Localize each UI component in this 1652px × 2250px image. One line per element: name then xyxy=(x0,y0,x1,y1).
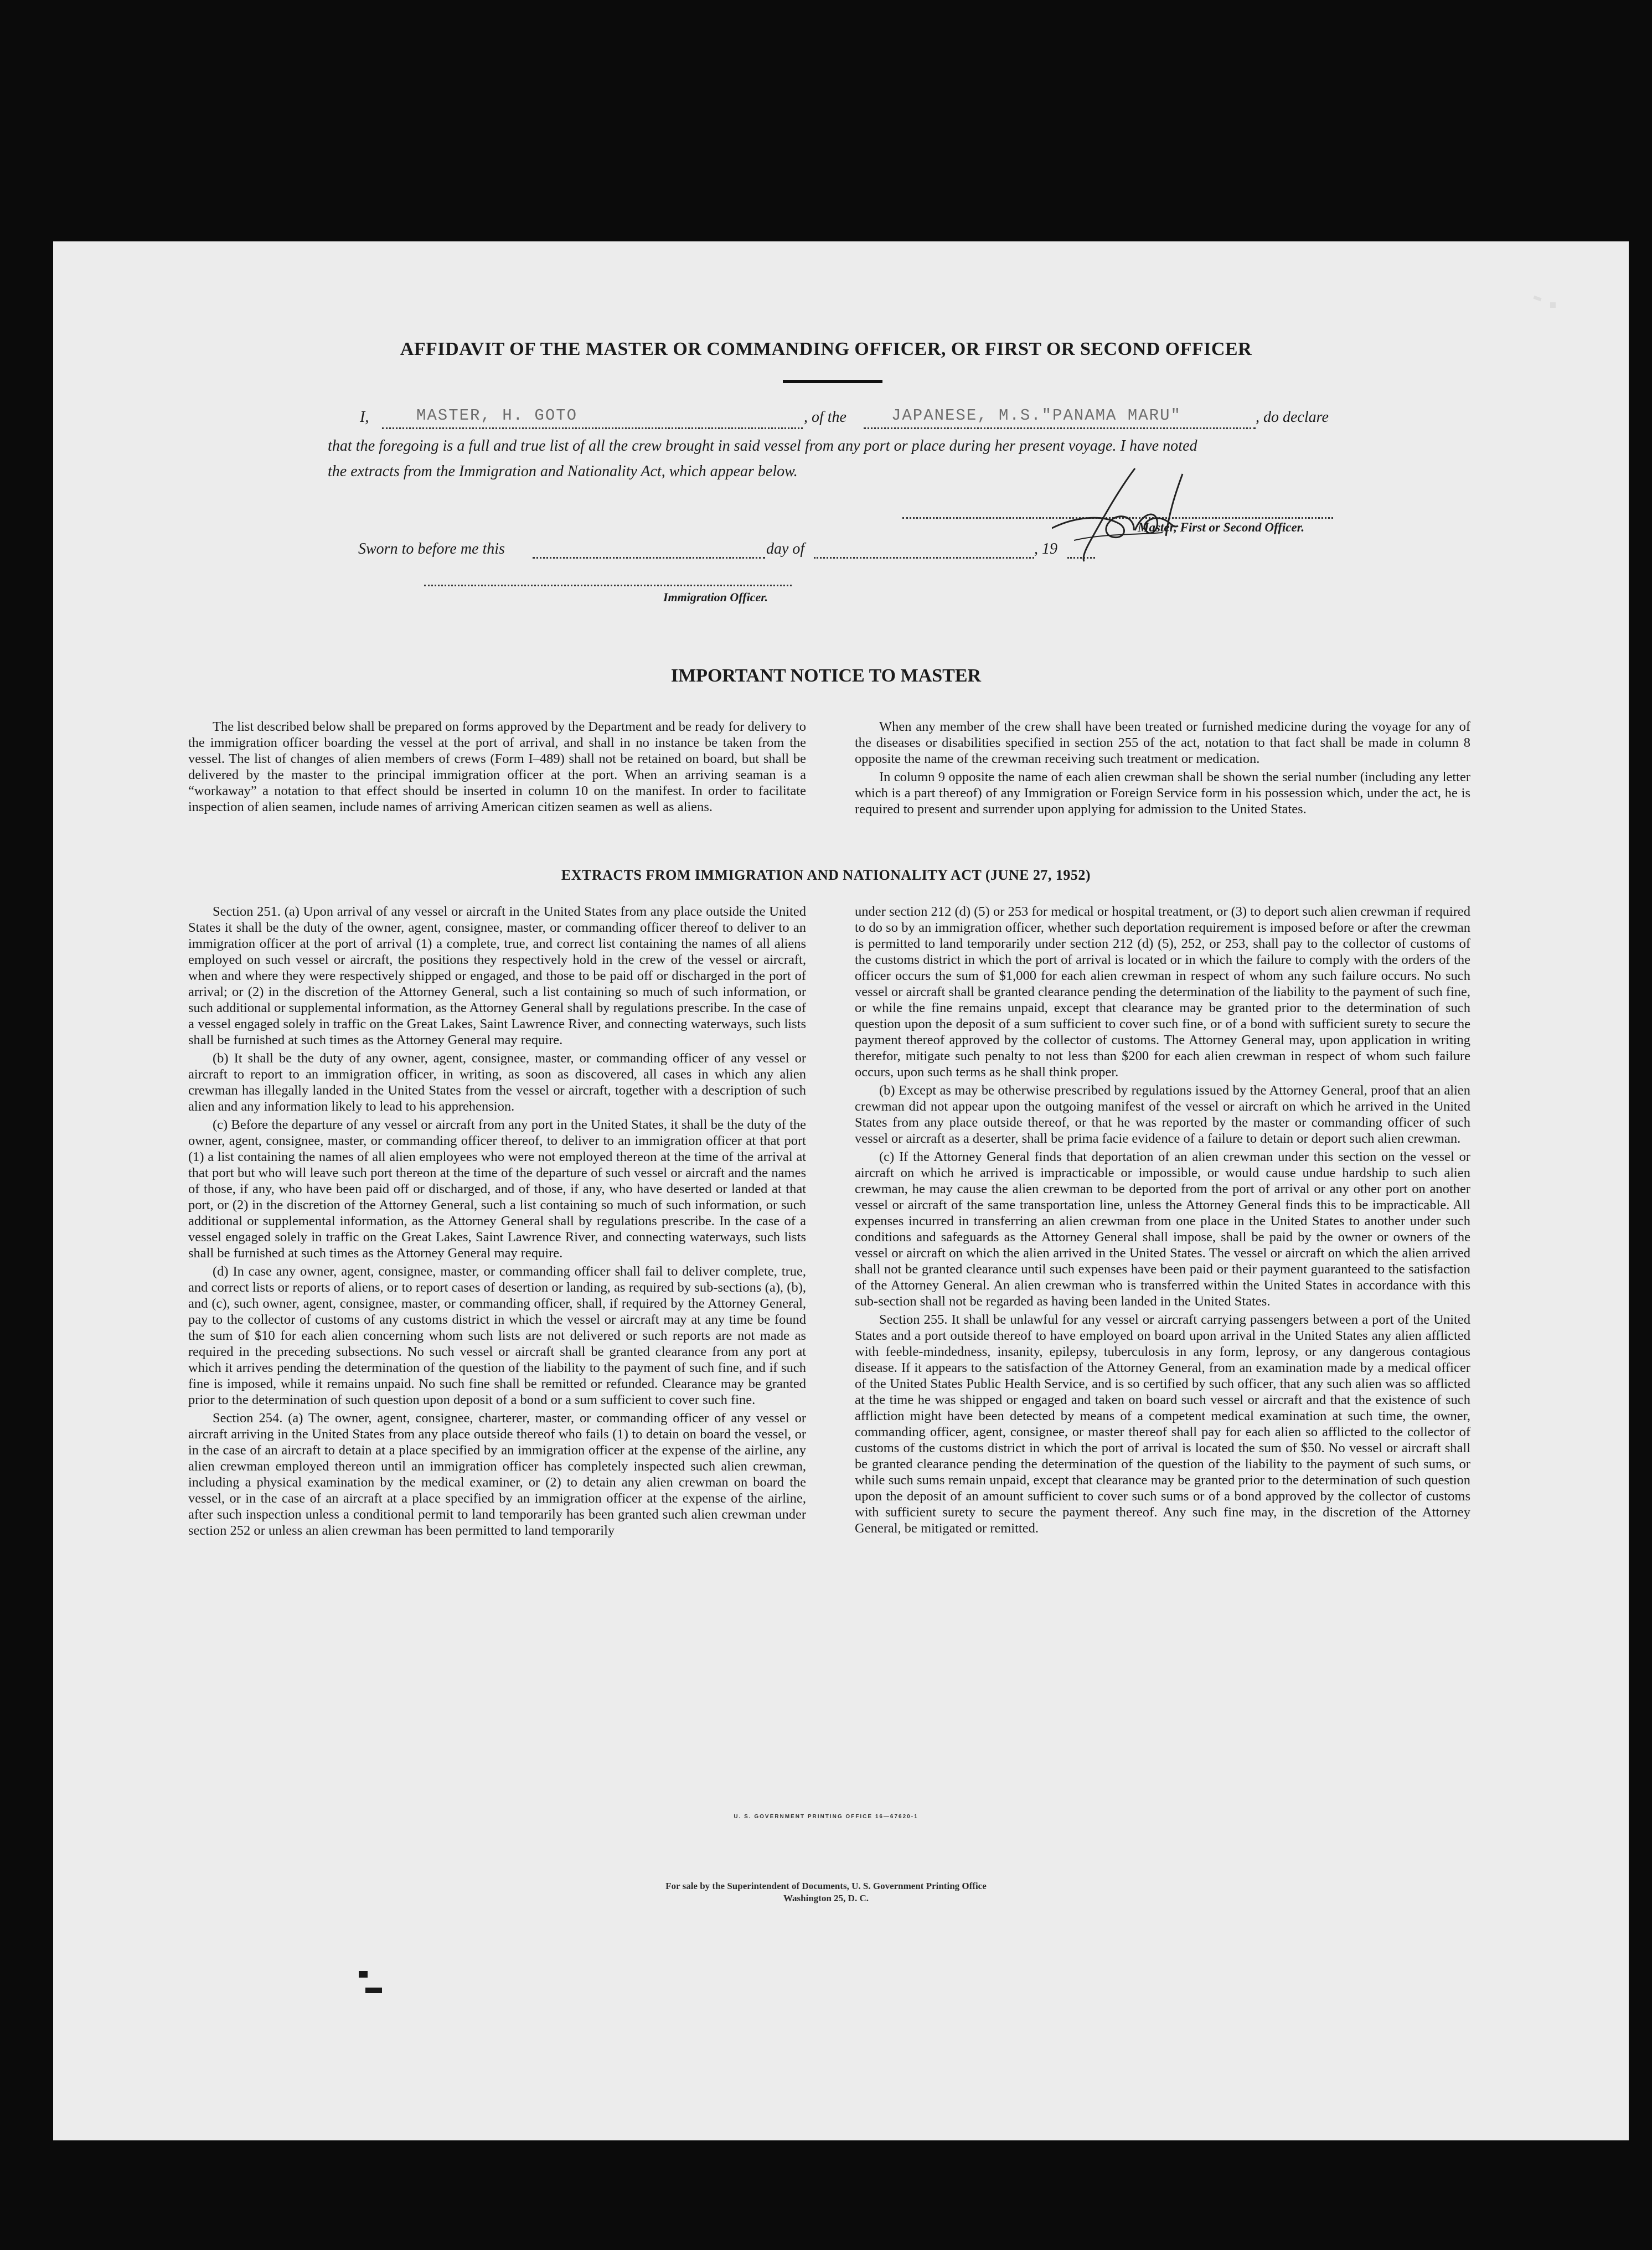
section-251-b: (b) It shall be the duty of any owner, agent, consignee, master, or commanding officer of any vessel or aircraft to report to an immigration officer, in writing, as soon as discovered, all cases in which any alien crewman has illegally landed in the United States from the vessel or aircraft, together with a description of such alien and any information likely to lead to his apprehension. xyxy=(188,1051,806,1114)
sworn-month-field xyxy=(814,540,1034,559)
notice-title: IMPORTANT NOTICE TO MASTER xyxy=(670,665,982,686)
notice-right-column xyxy=(855,719,1470,819)
sworn-label: Sworn to before me this xyxy=(358,540,505,558)
notice-paragraph: In column 9 opposite the name of each alien crewman shall be shown the serial number (including any letter which is a part thereof) of any Immigration or Foreign Service form in his possession which, under the act, he is required to present and surrender upon applying for admission to the United States. xyxy=(855,770,1470,817)
document-title: AFFIDAVIT OF THE MASTER OR COMMANDING OFFICER, OR FIRST OR SECOND OFFICER xyxy=(400,339,1252,359)
day-of-label: day of xyxy=(766,540,805,558)
declaration-line-2: that the foregoing is a full and true list of all the crew brought in said vessel from any port or place during her present voyage. I have noted xyxy=(328,437,1197,455)
sworn-day-field xyxy=(533,540,765,559)
section-254-a: Section 254. (a) The owner, agent, consignee, charterer, master, or commanding officer of any vessel or aircraft arriving in the United States from any place outside thereof who fails (1) to detain on board the vessel, or in the case of an aircraft to detain at a place specified by an immigration officer at the expense of the airline, any alien crewman employed thereon until an immigration officer has completely inspected such alien crewman, including a physical examination by the medical examiner, or (2) to detain any alien crewman on board the vessel, or in the case of an aircraft at a place specified by an immigration officer at the expense of the airline, after such inspection unless a conditional permit to land temporarily has been granted such alien crewman under section 252 or unless an alien crewman has been permitted to land temporarily xyxy=(188,1411,806,1538)
section-254-b: (b) Except as may be otherwise prescribed by regulations issued by the Attorney General, proof that an alien crewman did not appear upon the outgoing manifest of the vessel or aircraft on which he arrived in the United States from any place outside thereof, or that he was reported by the master or commanding officer of such vessel or aircraft as a deserter, shall be prima facie evidence of a failure to detain or deport such alien crewman. xyxy=(855,1083,1470,1146)
do-declare-label: , do declare xyxy=(1256,409,1329,426)
extracts-title: EXTRACTS FROM IMMIGRATION AND NATIONALITY ACT (JUNE 27, 1952) xyxy=(561,867,1091,883)
notice-left-column xyxy=(188,719,806,817)
i-label: I, xyxy=(360,409,369,426)
scan-speck xyxy=(1550,302,1556,308)
signature-label: Master, First or Second Officer. xyxy=(1138,520,1305,534)
sale-line-2: Washington 25, D. C. xyxy=(783,1893,869,1903)
printing-office-line: U. S. GOVERNMENT PRINTING OFFICE 16—67620-1 xyxy=(734,1814,918,1820)
sale-line-1: For sale by the Superintendent of Documents, U. S. Government Printing Office xyxy=(665,1881,987,1891)
section-254-c: (c) If the Attorney General finds that deportation of an alien crewman under this section on the vessel or aircraft on which he arrived is impracticable or impossible, or would cause undue hardship to such alien crewman, he may cause the alien crewman to be deported from the port of arrival or any other port on another vessel or aircraft of the same transportation line, unless the Attorney General finds this to be impracticable. All expenses incurred in transferring an alien crewman from one place in the United States to another under such conditions and safeguards as the Attorney General shall impose, shall be paid by the owner or owners of the vessel or aircraft on which the alien arrived in the United States. The vessel or aircraft on which the alien arrived shall not be granted clearance until such expenses have been paid or their payment guaranteed to the satisfaction of the Attorney General. An alien crewman who is transferred within the United States in accordance with this sub-section shall not be regarded as having been landed in the United States. xyxy=(855,1149,1470,1309)
notice-paragraph: The list described below shall be prepared on forms approved by the Department and be ready for delivery to the immigration officer boarding the vessel at the port of arrival, and shall in no instance be taken from the vessel. The list of changes of alien members of crews (Form I–489) shall not be retained on board, but shall be delivered by the master to the principal immigration officer at the port. When an arriving seaman is a “workaway” a notation to that effect should be inserted in column 10 on the manifest. In order to facilitate inspection of alien seamen, include names of arriving American citizen seamen as well as aliens. xyxy=(188,719,806,814)
section-251-a: Section 251. (a) Upon arrival of any vessel or aircraft in the United States from any place outside the United States it shall be the duty of the owner, agent, consignee, master, or commanding officer thereof to deliver to an immigration officer at the port of arrival (1) a complete, true, and correct list containing the names of all aliens employed on such vessel or aircraft, the positions they respectively hold in the crew of the vessel or aircraft, when and where they were respectively shipped or engaged, and those to be paid off or discharged in the port of arrival; or (2) in the discretion of the Attorney General, such a list containing so much of such information, or such additional or supplemental information, as the Attorney General shall by regulations prescribe. In the case of a vessel engaged solely in traffic on the Great Lakes, Saint Lawrence River, and connecting waterways, such lists shall be furnished at such times as the Attorney General may require. xyxy=(188,904,806,1047)
section-255: Section 255. It shall be unlawful for any vessel or aircraft carrying passengers between a port of the United States and a port outside thereof to have employed on board upon arrival in the United States any alien afflicted with feeble-mindedness, insanity, epilepsy, tuberculosis in any form, leprosy, or any dangerous contagious disease. If it appears to the satisfaction of the Attorney General, from an examination made by a medical officer of the United States Public Health Service, and is so certified by such officer, that any such alien was so afflicted at the time he was shipped or engaged and taken on board such vessel or aircraft and that the existence of such affliction might have been detected by means of a competent medical examination at such time, the owner, commanding officer, agent, consignee, or master thereof shall pay for each alien so afflicted to the collector of customs of the customs district in which the port of arrival is located the sum of $50. No vessel or aircraft shall be granted clearance pending the determination of the question of the liability to the payment of such sums, or while such sums remain unpaid, except that clearance may be granted prior to the determination of such question upon the deposit of an amount sufficient to cover such sums or of a bond approved by the collector of customs with sufficient surety to secure the payment thereof. Any such fine may, in the discretion of the Attorney General, be mitigated or remitted. xyxy=(855,1312,1470,1536)
extracts-right-column xyxy=(855,904,1470,1539)
section-251-c: (c) Before the departure of any vessel or aircraft from any port in the United States, it shall be the duty of the owner, agent, consignee, master, or commanding officer thereof, to deliver to an immigration officer at that port (1) a list containing the names of all alien employees who were not employed thereon at the time of the arrival at that port but who will leave such port thereon at the time of the departure of such vessel or aircraft and the names of those, if any, who have been paid off or discharged, and of those, if any, who have deserted or landed at that port, or (2) in the discretion of the Attorney General, such a list containing so much of such information, or such additional or supplemental information, as the Attorney General shall by regulations prescribe. In the case of a vessel engaged solely in traffic on the Great Lakes, Saint Lawrence River, and connecting waterways, such lists shall be furnished at such times as the Attorney General may require. xyxy=(188,1117,806,1261)
immigration-officer-signature-line xyxy=(424,571,792,586)
extracts-left-column xyxy=(188,904,806,1541)
notice-paragraph: When any member of the crew shall have been treated or furnished medicine during the voyage for any of the diseases or disabilities specified in section 255 of the act, notation to that fact shall be made in column 8 opposite the name of the crewman receiving such treatment or medication. xyxy=(855,719,1470,766)
of-the-label: , of the xyxy=(804,409,846,426)
scan-speck xyxy=(359,1971,368,1978)
vessel-field xyxy=(864,407,1256,429)
declaration-line-3: the extracts from the Immigration and Nationality Act, which appear below. xyxy=(328,463,798,480)
section-254-a-cont: under section 212 (d) (5) or 253 for medical or hospital treatment, or (3) to deport such alien crewman if required to do so by an immigration officer, whether such deportation requirement is imposed before or after the crewman is permitted to land temporarily under section 212 (d) (5), 252, or 253, shall pay to the collector of customs of the customs district in which the port of arrival is located or in which the failure to comply with the orders of the officer occurs the sum of $1,000 for each alien crewman in respect of whom any such failure occurs. No such vessel or aircraft shall be granted clearance pending the determination of the liability to the payment of such fine, or while the fine remains unpaid, except that clearance may be granted prior to the determination of such question upon the deposit of a sum sufficient to cover such fine, or of a bond with sufficient surety to secure the payment thereof approved by the collector of customs. The Attorney General may, upon application in writing therefor, mitigate such penalty to not less than $200 for each alien crewman in respect of whom such failure occurs, upon such terms as he shall think proper. xyxy=(855,904,1470,1080)
year-label: , 19 xyxy=(1034,540,1057,558)
section-251-d: (d) In case any owner, agent, consignee, master, or commanding officer shall fail to deliver complete, true, and correct lists or reports of aliens, or to report cases of desertion or landing, as required by sub-sections (a), (b), and (c), such owner, agent, consignee, master, or commanding officer, shall, if required by the Attorney General, pay to the collector of customs of any customs district in which the vessel or aircraft may at any time be found the sum of $10 for each alien concerning whom such lists are not delivered or such reports are not made as required in the preceding subsections. No such vessel or aircraft shall be granted clearance from any port at which it arrives pending the determination of the question of the liability to the payment of such fine, and if such fine is imposed, while it remains unpaid. No such fine shall be remitted or refunded. Clearance may be granted prior to the determination of such question upon deposit of a bond or a sum sufficient to cover such fine. xyxy=(188,1264,806,1407)
vessel-value: JAPANESE, M.S."PANAMA MARU" xyxy=(891,406,1181,425)
title-rule xyxy=(783,380,882,383)
master-name-field xyxy=(382,407,803,429)
scan-speck xyxy=(365,1988,382,1993)
sale-notice xyxy=(0,1880,1652,1905)
master-name-value: MASTER, H. GOTO xyxy=(416,406,578,425)
sworn-year-field xyxy=(1067,540,1095,559)
immigration-officer-label: Immigration Officer. xyxy=(663,590,768,604)
